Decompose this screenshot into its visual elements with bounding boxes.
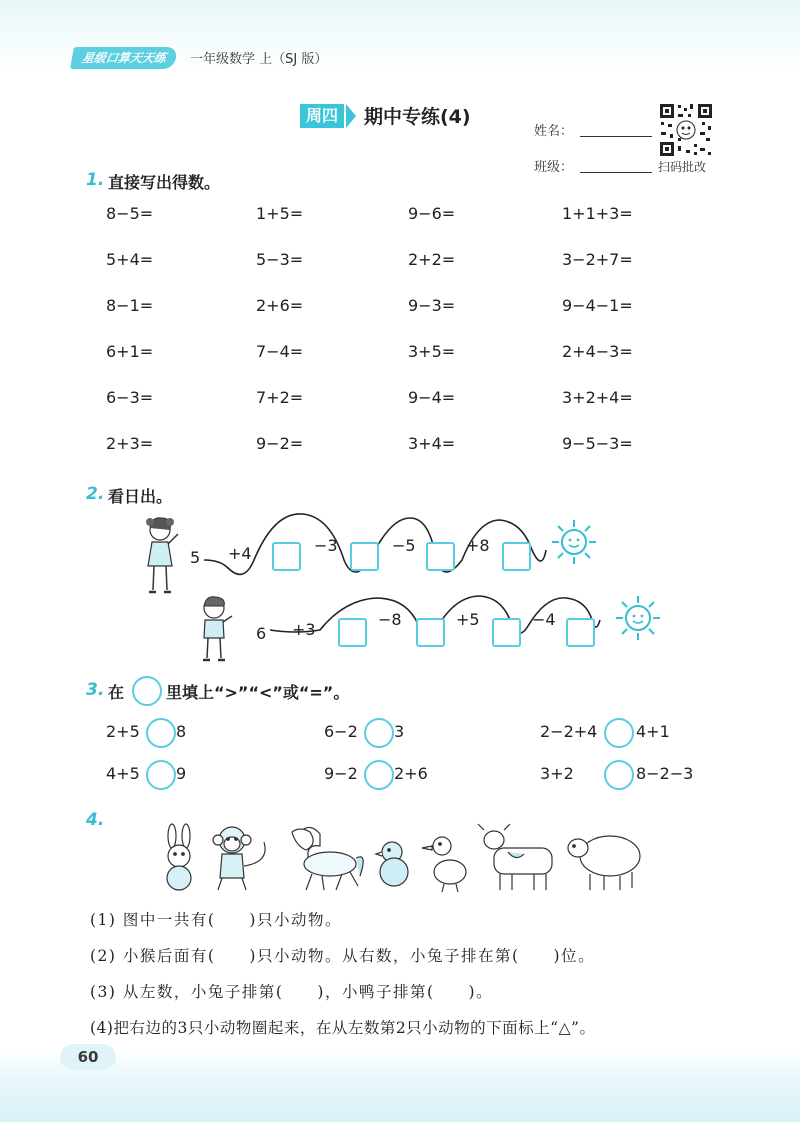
q3-right-expression: 3 bbox=[394, 722, 405, 741]
duck-icon bbox=[422, 837, 466, 892]
horse-icon bbox=[292, 827, 363, 890]
chain2-op-2: −8 bbox=[378, 610, 402, 629]
chain2-answer-box-3[interactable] bbox=[492, 618, 521, 647]
q4-sub-1: (1) 图中一共有( )只小动物。 bbox=[90, 911, 342, 929]
q1-equation: 3−2+7= bbox=[562, 250, 633, 269]
sun-icon bbox=[614, 594, 662, 642]
chain1-op-3: −5 bbox=[392, 536, 416, 555]
q1-equation: 2+3= bbox=[106, 434, 154, 453]
animals-row bbox=[160, 822, 650, 894]
q1-equation: 9−4−1= bbox=[562, 296, 633, 315]
q3-left-expression: 2−2+4 bbox=[540, 722, 598, 741]
q3-text-before: 在 bbox=[108, 683, 125, 702]
day-tag: 周四 bbox=[300, 104, 344, 128]
girl-icon bbox=[140, 512, 184, 598]
chain2-start: 6 bbox=[256, 624, 267, 643]
q4-sub-4: (4)把右边的3只小动物圈起来，在从左数第2只小动物的下面标上“△”。 bbox=[90, 1019, 596, 1037]
class-field[interactable] bbox=[580, 172, 652, 173]
q1-equation: 1+1+3= bbox=[562, 204, 633, 223]
q3-text-after: 里填上“>”“<”或“=”。 bbox=[166, 683, 350, 702]
q4-sub-2: (2) 小猴后面有( )只小动物。从右数，小兔子排在第( )位。 bbox=[90, 947, 596, 965]
chick-icon bbox=[376, 842, 408, 886]
day-tag-arrow bbox=[346, 104, 356, 128]
q3-right-expression: 8 bbox=[176, 722, 187, 741]
q1-equation: 3+2+4= bbox=[562, 388, 633, 407]
q1-equation: 9−3= bbox=[408, 296, 456, 315]
q3-right-expression: 2+6 bbox=[394, 764, 428, 783]
q1-equation: 7−4= bbox=[256, 342, 304, 361]
q1-equation: 3+4= bbox=[408, 434, 456, 453]
class-label: 班级： bbox=[534, 160, 574, 175]
chain1-op-1: +4 bbox=[228, 544, 252, 563]
series-label: 星级口算天天练 bbox=[70, 47, 178, 69]
chain2-answer-box-1[interactable] bbox=[338, 618, 367, 647]
q3-sample-circle bbox=[132, 676, 162, 706]
sheep-icon bbox=[568, 836, 640, 890]
q1-equation: 1+5= bbox=[256, 204, 304, 223]
page-title: 期中专练(4) bbox=[364, 106, 471, 128]
q3-left-expression: 9−2 bbox=[324, 764, 358, 783]
book-title: 一年级数学 上（SJ 版） bbox=[190, 52, 328, 67]
q3-left-expression: 2+5 bbox=[106, 722, 140, 741]
q3-right-expression: 4+1 bbox=[636, 722, 670, 741]
q1-equation: 9−5−3= bbox=[562, 434, 633, 453]
name-label: 姓名： bbox=[534, 124, 574, 139]
q1-equation: 2+6= bbox=[256, 296, 304, 315]
q3-right-expression: 9 bbox=[176, 764, 187, 783]
chain2-op-4: −4 bbox=[532, 610, 556, 629]
q1-text: 直接写出得数。 bbox=[108, 173, 221, 192]
chain1-op-4: +8 bbox=[466, 536, 490, 555]
q1-equation: 6−3= bbox=[106, 388, 154, 407]
name-field[interactable] bbox=[580, 136, 652, 137]
q1-equation: 9−2= bbox=[256, 434, 304, 453]
q3-number: 3. bbox=[86, 680, 105, 700]
q3-answer-circle[interactable] bbox=[146, 760, 176, 790]
q4-number: 4. bbox=[86, 810, 105, 830]
q1-equation: 7+2= bbox=[256, 388, 304, 407]
q3-left-expression: 3+2 bbox=[540, 764, 574, 783]
q2-text: 看日出。 bbox=[108, 487, 173, 506]
q3-answer-circle[interactable] bbox=[604, 760, 634, 790]
q1-equation: 9−6= bbox=[408, 204, 456, 223]
footer-band bbox=[0, 1050, 800, 1122]
q1-equation: 5−3= bbox=[256, 250, 304, 269]
page-number: 60 bbox=[60, 1044, 116, 1070]
boy-icon bbox=[196, 592, 240, 664]
chain2-answer-box-4[interactable] bbox=[566, 618, 595, 647]
chain1-answer-box-1[interactable] bbox=[272, 542, 301, 571]
q2-number: 2. bbox=[86, 484, 105, 504]
q3-answer-circle[interactable] bbox=[604, 718, 634, 748]
q3-answer-circle[interactable] bbox=[364, 760, 394, 790]
q1-equation: 5+4= bbox=[106, 250, 154, 269]
q4-sub-3: (3) 从左数，小兔子排第( )，小鸭子排第( )。 bbox=[90, 983, 494, 1001]
rabbit-icon bbox=[167, 824, 191, 890]
chain2-answer-box-2[interactable] bbox=[416, 618, 445, 647]
q1-number: 1. bbox=[86, 170, 105, 190]
q3-answer-circle[interactable] bbox=[146, 718, 176, 748]
q3-answer-circle[interactable] bbox=[364, 718, 394, 748]
chain1-answer-box-2[interactable] bbox=[350, 542, 379, 571]
chain1-answer-box-3[interactable] bbox=[426, 542, 455, 571]
chain1-start: 5 bbox=[190, 548, 201, 567]
sun-icon bbox=[550, 518, 598, 566]
chain2-op-3: +5 bbox=[456, 610, 480, 629]
monkey-icon bbox=[213, 827, 265, 890]
qr-code-icon[interactable] bbox=[658, 102, 714, 158]
q1-equation: 8−5= bbox=[106, 204, 154, 223]
q1-equation: 2+4−3= bbox=[562, 342, 633, 361]
chain2-op-1: +3 bbox=[292, 620, 316, 639]
q1-equation: 2+2= bbox=[408, 250, 456, 269]
q1-equation: 6+1= bbox=[106, 342, 154, 361]
qr-caption: 扫码批改 bbox=[658, 160, 707, 174]
q1-equation: 8−1= bbox=[106, 296, 154, 315]
chain1-op-2: −3 bbox=[314, 536, 338, 555]
q1-equation: 3+5= bbox=[408, 342, 456, 361]
q3-left-expression: 6−2 bbox=[324, 722, 358, 741]
cow-icon bbox=[478, 824, 552, 890]
chain1-answer-box-4[interactable] bbox=[502, 542, 531, 571]
q1-equation: 9−4= bbox=[408, 388, 456, 407]
q3-left-expression: 4+5 bbox=[106, 764, 140, 783]
q3-right-expression: 8−2−3 bbox=[636, 764, 694, 783]
